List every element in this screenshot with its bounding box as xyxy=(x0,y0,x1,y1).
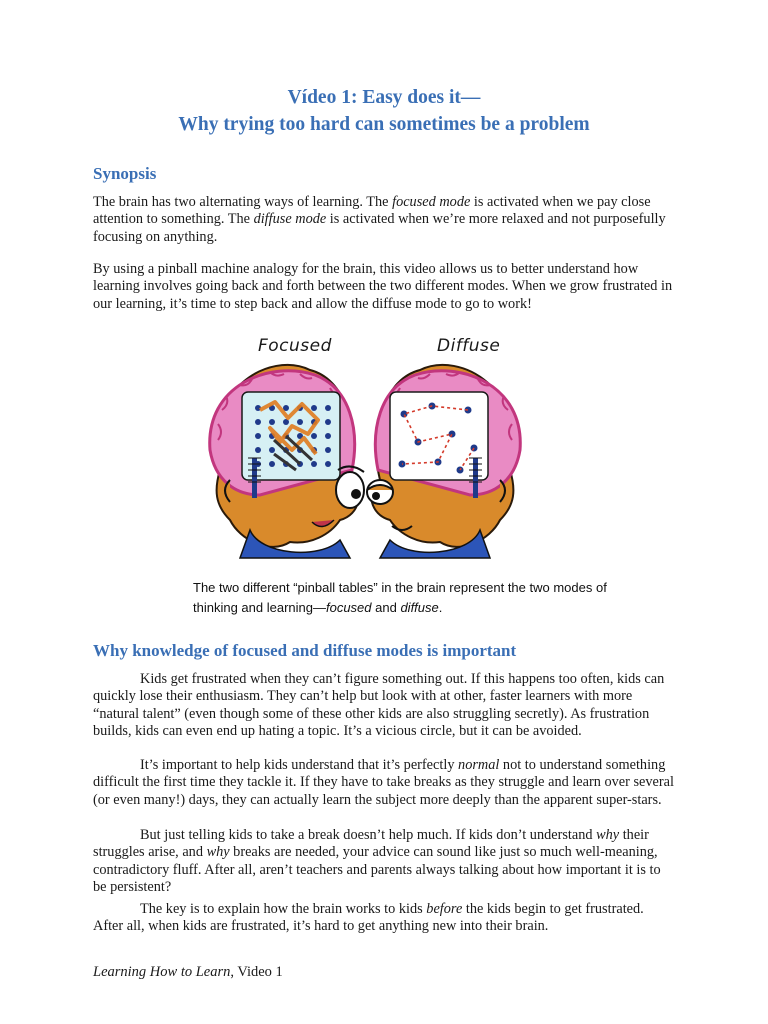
focused-label: Focused xyxy=(258,336,332,356)
synopsis-paragraph-2: By using a pinball machine analogy for the brain, this video allows us to better understand how learning involves going back and forth between the two different modes. When we grow frustrated in our learning, it’s time to step back and allow the diffuse mode to go to work! xyxy=(93,261,673,312)
page-footer: Learning How to Learn, Video 1 xyxy=(93,964,283,980)
title-line-2: Why trying too hard can sometimes be a problem xyxy=(178,114,590,135)
synopsis-paragraph-1: The brain has two alternating ways of learning. The focused mode is activated when we pay close attention to something. The diffuse mode is activated when we’re more relaxed and not purposefully focusing on anything. xyxy=(93,194,666,245)
diffuse-label: Diffuse xyxy=(437,336,501,356)
body-paragraph-2: It’s important to help kids understand that it’s perfectly normal not to understand something difficult the first time they tackle it. If they have to take breaks as they struggle and learn over several (or even many!) days, they can actually learn the subject more deeply than the apparent super-stars. xyxy=(93,757,674,808)
figure-caption: The two different “pinball tables” in the brain represent the two modes of thinking and learning—focused and diffuse. xyxy=(193,580,607,615)
title-line-1: Vídeo 1: Easy does it— xyxy=(287,87,481,108)
pinball-brain-illustration xyxy=(200,330,530,562)
diffuse-head xyxy=(367,365,520,558)
synopsis-heading: Synopsis xyxy=(93,164,157,183)
body-paragraph-3: But just telling kids to take a break doesn’t help much. If kids don’t understand why their struggles arise, and why breaks are needed, your advice can sound like just so much well-meaning, contradictory fluff. After all, aren’t teachers and parents always talking about how important it is to be persistent? xyxy=(93,827,661,896)
focused-head xyxy=(210,365,364,558)
section-heading-importance: Why knowledge of focused and diffuse modes is important xyxy=(93,641,517,660)
body-paragraph-4: The key is to explain how the brain works to kids before the kids begin to get frustrated. After all, when kids are frustrated, it’s hard to get anything new into their brain. xyxy=(93,901,644,935)
document-title xyxy=(0,84,768,138)
body-paragraph-1: Kids get frustrated when they can’t figure something out. If this happens too often, kids can quickly lose their enthusiasm. They can’t help but look with at other, faster learners with more “natural talent” (even though some of these other kids are also struggling secretly). As frustration builds, kids can even end up hating a topic. It’s a vicious circle, but it can be avoided. xyxy=(93,671,665,740)
